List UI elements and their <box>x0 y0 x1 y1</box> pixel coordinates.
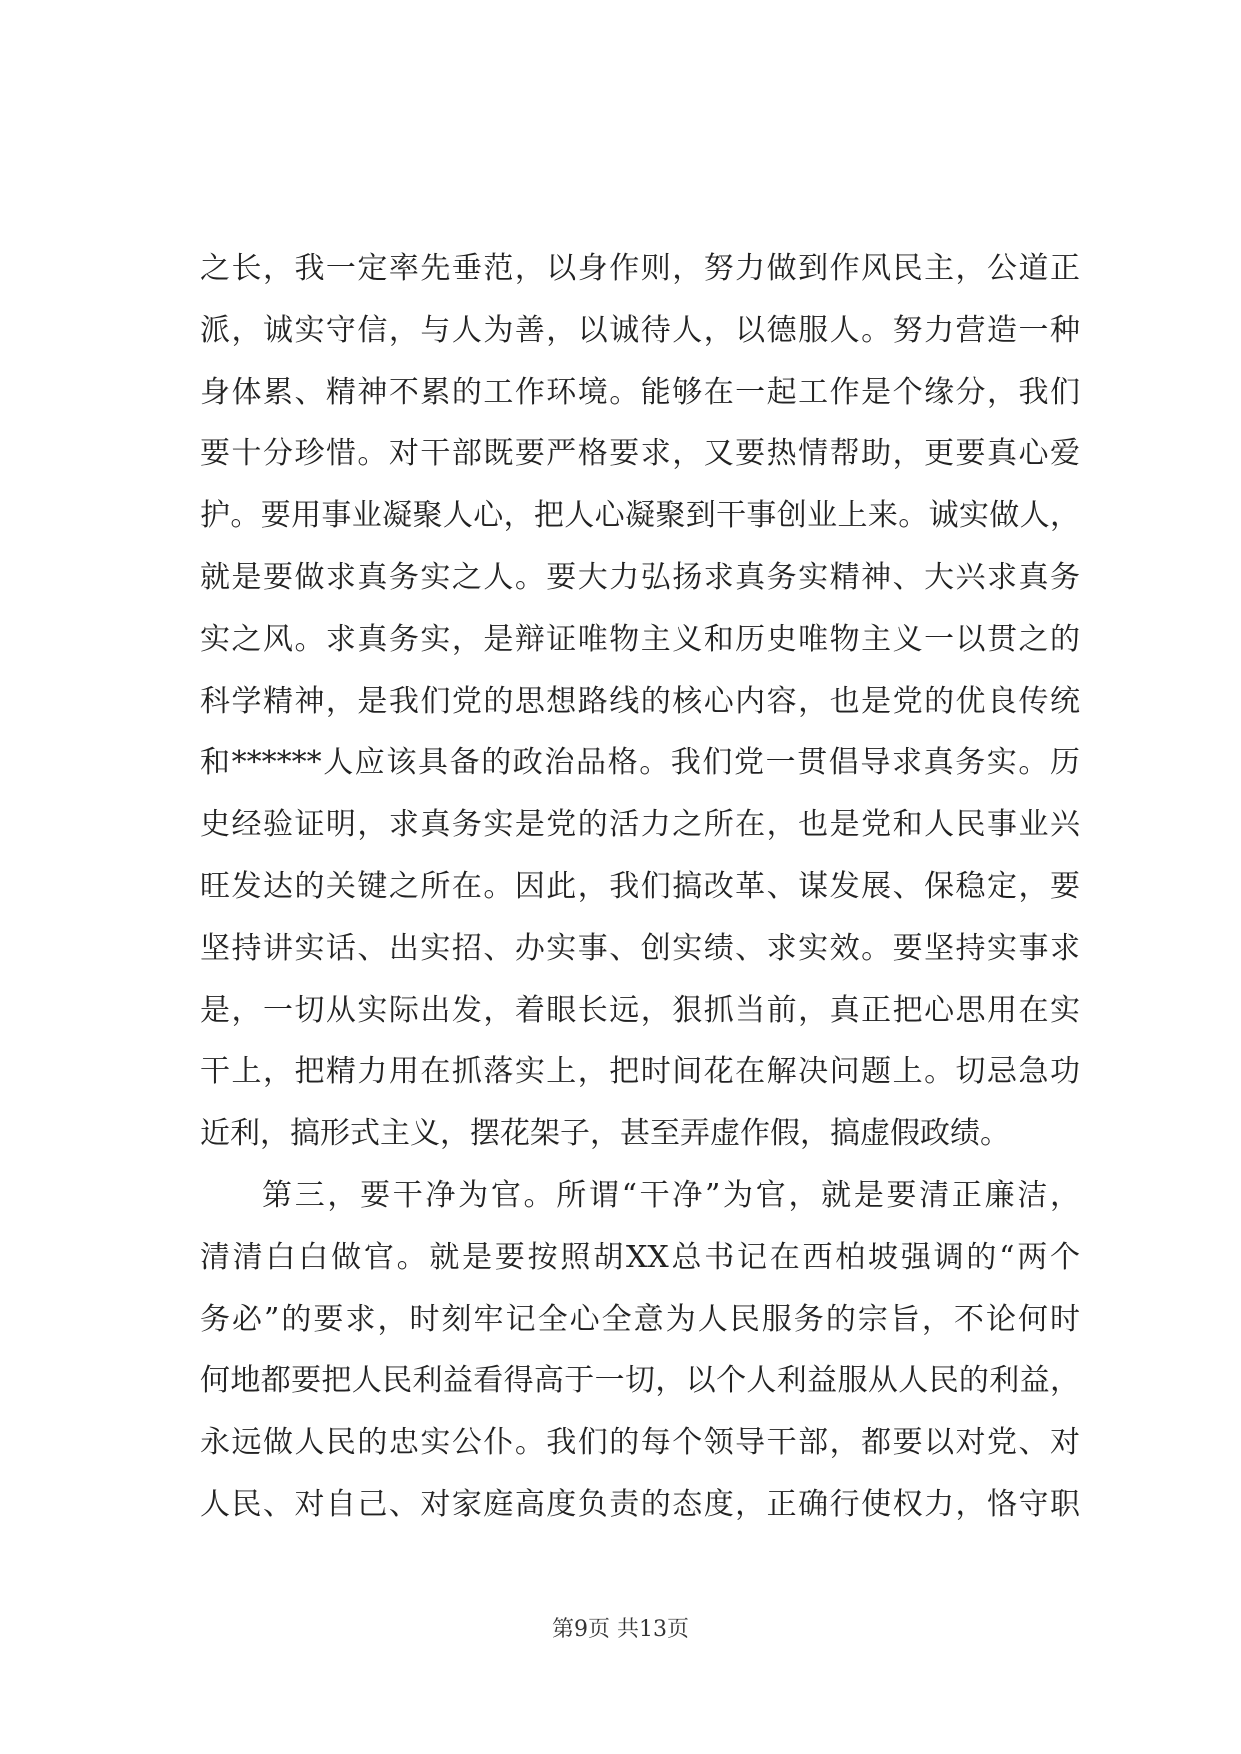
text-line: 和******人应该具备的政治品格。我们党一贯倡导求真务实。历 <box>200 745 1080 781</box>
text-line: 永远做人民的忠实公仆。我们的每个领导干部，都要以对党、对 <box>200 1425 1080 1461</box>
text-line: 实之风。求真务实，是辩证唯物主义和历史唯物主义一以贯之的 <box>200 621 1080 657</box>
text-line: 干上，把精力用在抓落实上，把时间花在解决问题上。切忌急功 <box>200 1054 1080 1090</box>
text-line: 要十分珍惜。对干部既要严格要求，又要热情帮助，更要真心爱 <box>200 436 1080 472</box>
text-line: 科学精神，是我们党的思想路线的核心内容，也是党的优良传统 <box>200 683 1080 719</box>
text-line: 是，一切从实际出发，着眼长远，狠抓当前，真正把心思用在实 <box>200 992 1080 1028</box>
text-line: 身体累、精神不累的工作环境。能够在一起工作是个缘分，我们 <box>200 374 1080 410</box>
text-line: 护。要用事业凝聚人心，把人心凝聚到干事创业上来。诚实做人， <box>200 498 1080 534</box>
text-line: 清清白白做官。就是要按照胡XX总书记在西柏坡强调的“两个 <box>200 1239 1080 1275</box>
text-line: 派，诚实守信，与人为善，以诚待人，以德服人。努力营造一种 <box>200 312 1080 348</box>
text-line: 务必”的要求，时刻牢记全心全意为人民服务的宗旨，不论何时 <box>200 1301 1080 1337</box>
text-line-paragraph-end: 近利，搞形式主义，摆花架子，甚至弄虚作假，搞虚假政绩。 <box>200 1116 1010 1152</box>
text-line: 人民、对自己、对家庭高度负责的态度，正确行使权力，恪守职 <box>200 1486 1080 1522</box>
text-line: 史经验证明，求真务实是党的活力之所在，也是党和人民事业兴 <box>200 807 1080 843</box>
text-line: 坚持讲实话、出实招、办实事、创实绩、求实效。要坚持实事求 <box>200 930 1080 966</box>
text-line: 之长，我一定率先垂范，以身作则，努力做到作风民主，公道正 <box>200 251 1080 286</box>
text-line: 旺发达的关键之所在。因此，我们搞改革、谋发展、保稳定，要 <box>200 868 1080 904</box>
body-text <box>200 238 1080 1536</box>
text-line-paragraph-start: 第三，要干净为官。所谓“干净”为官，就是要清正廉洁， <box>262 1177 1080 1213</box>
page-number-footer: 第9页 共13页 <box>552 1617 689 1642</box>
text-line: 何地都要把人民利益看得高于一切，以个人利益服从人民的利益， <box>200 1363 1080 1399</box>
text-line: 就是要做求真务实之人。要大力弘扬求真务实精神、大兴求真务 <box>200 559 1080 595</box>
